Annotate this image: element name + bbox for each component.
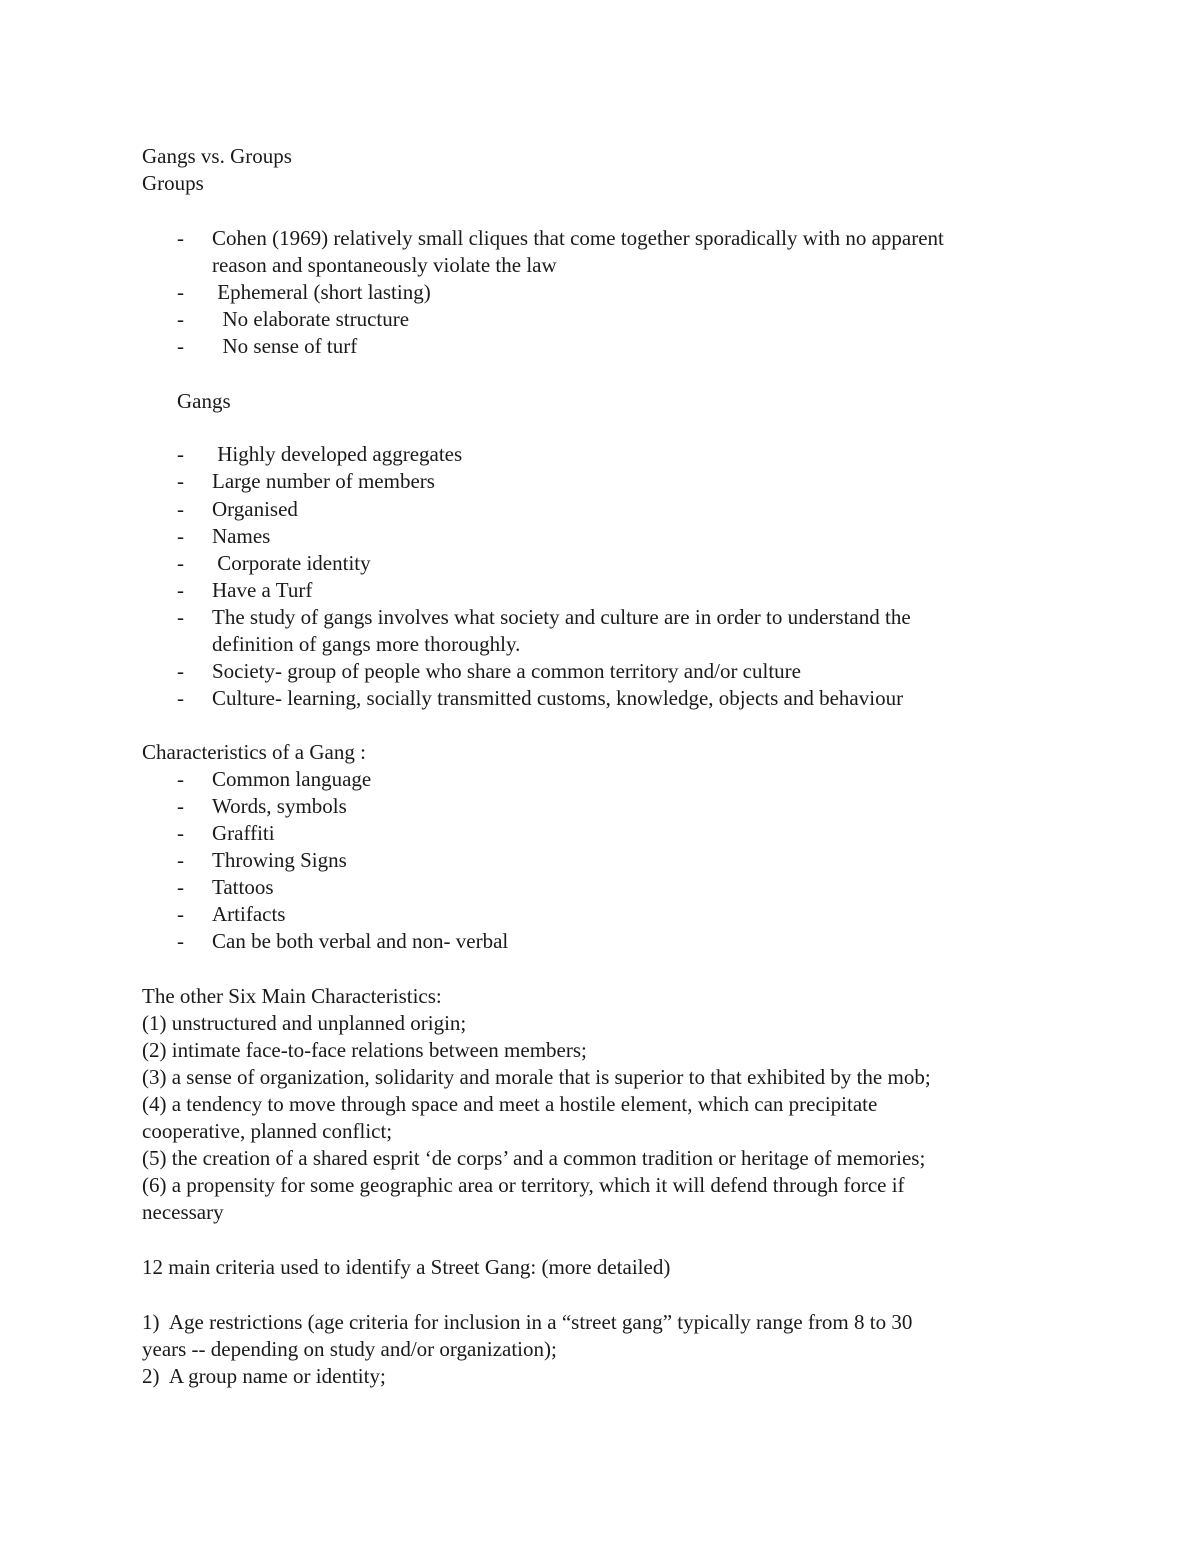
list-item: Can be both verbal and non- verbal <box>212 929 509 953</box>
list-item: Cohen (1969) relatively small cliques that come together sporadically with no apparent <box>212 226 944 250</box>
paragraph-line: (1) unstructured and unplanned origin; <box>142 1011 467 1035</box>
list-item-continuation: reason and spontaneously violate the law <box>212 253 557 277</box>
list-item: Common language <box>212 767 372 791</box>
bullet-dash: - <box>177 767 184 791</box>
bullet-dash: - <box>177 280 184 304</box>
list-item: No sense of turf <box>212 334 358 358</box>
list-item: Organised <box>212 497 298 521</box>
bullet-dash: - <box>177 794 184 818</box>
list-item: The study of gangs involves what society and culture are in order to understand the <box>212 605 911 629</box>
bullet-dash: - <box>177 334 184 358</box>
bullet-dash: - <box>177 659 184 683</box>
twelve-criteria-heading: 12 main criteria used to identify a Street Gang: (more detailed) <box>142 1255 671 1279</box>
list-item: Tattoos <box>212 875 274 899</box>
groups-heading: Groups <box>142 171 204 195</box>
bullet-dash: - <box>177 686 184 710</box>
list-item: Corporate identity <box>212 551 371 575</box>
bullet-dash: - <box>177 875 184 899</box>
paragraph-line: years -- depending on study and/or organization); <box>142 1337 557 1361</box>
bullet-dash: - <box>177 551 184 575</box>
list-item: Throwing Signs <box>212 848 347 872</box>
six-main-heading: The other Six Main Characteristics: <box>142 984 442 1008</box>
list-item: Ephemeral (short lasting) <box>212 280 431 304</box>
paragraph-line: necessary <box>142 1200 224 1224</box>
list-item: Large number of members <box>212 469 435 493</box>
document-title: Gangs vs. Groups <box>142 144 292 168</box>
paragraph-line: 2) A group name or identity; <box>142 1364 386 1388</box>
paragraph-line: (5) the creation of a shared esprit ‘de corps’ and a common tradition or heritage of memories; <box>142 1146 926 1170</box>
bullet-dash: - <box>177 497 184 521</box>
list-item: No elaborate structure <box>212 307 410 331</box>
paragraph-line: (3) a sense of organization, solidarity and morale that is superior to that exhibited by the mob; <box>142 1065 931 1089</box>
paragraph-line: (4) a tendency to move through space and meet a hostile element, which can precipitate <box>142 1092 878 1116</box>
paragraph-line: 1) Age restrictions (age criteria for inclusion in a “street gang” typically range from 8 to 30 <box>142 1310 913 1334</box>
bullet-dash: - <box>177 307 184 331</box>
list-item-continuation: definition of gangs more thoroughly. <box>212 632 521 656</box>
characteristics-heading: Characteristics of a Gang : <box>142 740 366 764</box>
list-item: Names <box>212 524 271 548</box>
list-item: Words, symbols <box>212 794 347 818</box>
bullet-dash: - <box>177 442 184 466</box>
bullet-dash: - <box>177 578 184 602</box>
bullet-dash: - <box>177 929 184 953</box>
gangs-heading: Gangs <box>177 389 231 413</box>
bullet-dash: - <box>177 524 184 548</box>
paragraph-line: (6) a propensity for some geographic area or territory, which it will defend through force if <box>142 1173 905 1197</box>
list-item: Society- group of people who share a common territory and/or culture <box>212 659 801 683</box>
paragraph-line: (2) intimate face-to-face relations between members; <box>142 1038 587 1062</box>
bullet-dash: - <box>177 902 184 926</box>
list-item: Have a Turf <box>212 578 313 602</box>
list-item: Artifacts <box>212 902 286 926</box>
paragraph-line: cooperative, planned conflict; <box>142 1119 393 1143</box>
bullet-dash: - <box>177 226 184 250</box>
list-item: Graffiti <box>212 821 275 845</box>
bullet-dash: - <box>177 821 184 845</box>
bullet-dash: - <box>177 848 184 872</box>
bullet-dash: - <box>177 605 184 629</box>
list-item: Highly developed aggregates <box>212 442 463 466</box>
bullet-dash: - <box>177 469 184 493</box>
list-item: Culture- learning, socially transmitted customs, knowledge, objects and behaviour <box>212 686 904 710</box>
